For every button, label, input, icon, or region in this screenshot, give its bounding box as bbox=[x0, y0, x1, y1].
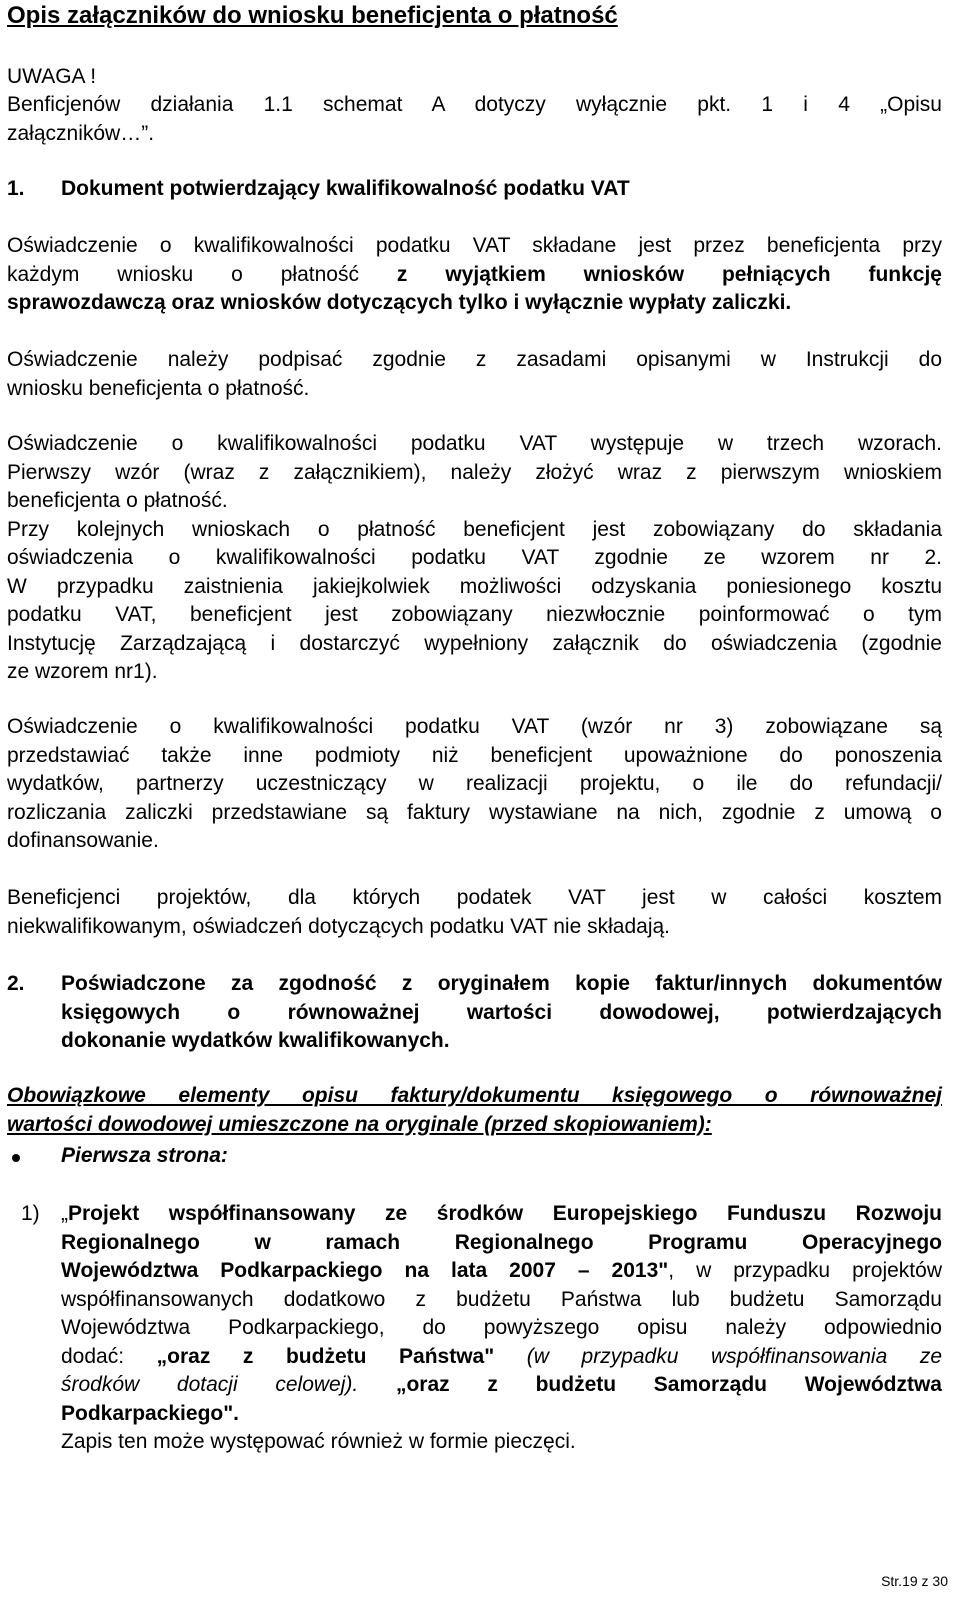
section-1-number: 1. bbox=[7, 177, 25, 200]
section-1-paragraph-1: Oświadczenie o kwalifikowalności podatku VAT składane jest przez beneficjenta przy każdym wniosku o płatność z wyjątkiem wniosków pełniących funkcję sprawozdawczą oraz wniosków dotyczących tylko i wyłącznie wypłaty zaliczki. bbox=[7, 234, 942, 314]
section-1-paragraph-5: Beneficjenci projektów, dla których podatek VAT jest w całości kosztem niekwalifikowanym, oświadczeń dotyczących podatku VAT nie składają. bbox=[7, 886, 942, 938]
section-2-subheading: Obowiązkowe elementy opisu faktury/dokumentu księgowego o równoważnej wartości dowodowej umieszczone na oryginale (przed skopiowaniem): bbox=[7, 1084, 942, 1136]
page-number: Str.19 z 30 bbox=[881, 1573, 948, 1589]
page-title: Opis załączników do wniosku beneficjenta o płatność bbox=[7, 2, 618, 29]
bullet-label: Pierwsza strona: bbox=[61, 1144, 228, 1167]
section-1-paragraph-3: Oświadczenie o kwalifikowalności podatku VAT występuje w trzech wzorach. Pierwszy wzór (wraz z załącznikiem), należy złożyć wraz z pierwszym wnioskiem beneficjenta o płatność. Przy kolejnych wnioskach o płatność beneficjent jest zobowiązany do składania oświadczenia o kwalifikowalności podatku VAT zgodnie ze wzorem nr 2. W przypadku zaistnienia jakiejkolwiek możliwości odzyskania poniesionego kosztu podatku VAT, beneficjent jest zobowiązany niezwłocznie poinformować o tym Instytucję Zarządzającą i dostarczyć wypełniony załącznik do oświadczenia (zgodnie ze wzorem nr1). bbox=[7, 432, 942, 683]
section-1-paragraph-4: Oświadczenie o kwalifikowalności podatku VAT (wzór nr 3) zobowiązane są przedstawiać także inne podmioty niż beneficjent upoważnione do ponoszenia wydatków, partnerzy uczestniczący w realizacji projektu, o ile do refundacji/ rozliczania zaliczki przedstawiane są faktury wystawiane na nich, zgodnie z umową o dofinansowanie. bbox=[7, 715, 942, 852]
warning-text: Benficjenów działania 1.1 schemat A dotyczy wyłącznie pkt. 1 i 4 „Opisu załączników…”. bbox=[7, 93, 942, 145]
section-2-number: 2. bbox=[7, 972, 25, 995]
list-item-1-number: 1) bbox=[21, 1202, 40, 1225]
warning-label: UWAGA ! bbox=[7, 65, 97, 88]
bullet-icon bbox=[12, 1154, 20, 1162]
list-item-1: 1) „Projekt współfinansowany ze środków Europejskiego Funduszu Rozwoju Regionalnego w ramach Regionalnego Programu Operacyjnego Województwa Podkarpackiego na lata 2007 – 2013", w przypadku projektów współfinansowanych dodatkowo z budżetu Państwa lub budżetu Samorządu Województwa Podkarpackiego, do powyższego opisu należy odpowiednio dodać: „oraz z budżetu Państwa" (w przypadku współfinansowania ze środków dotacji celowej). „oraz z budżetu Samorządu Województwa Podkarpackiego". Zapis ten może występować również w formie pieczęci. bbox=[21, 1202, 943, 1453]
section-2-heading: 2. Poświadczone za zgodność z oryginałem kopie faktur/innych dokumentów księgowych o równoważnej wartości dowodowej, potwierdzających dokonanie wydatków kwalifikowanych. bbox=[7, 972, 942, 1052]
section-1-paragraph-2: Oświadczenie należy podpisać zgodnie z zasadami opisanymi w Instrukcji do wniosku beneficjenta o płatność. bbox=[7, 348, 942, 400]
